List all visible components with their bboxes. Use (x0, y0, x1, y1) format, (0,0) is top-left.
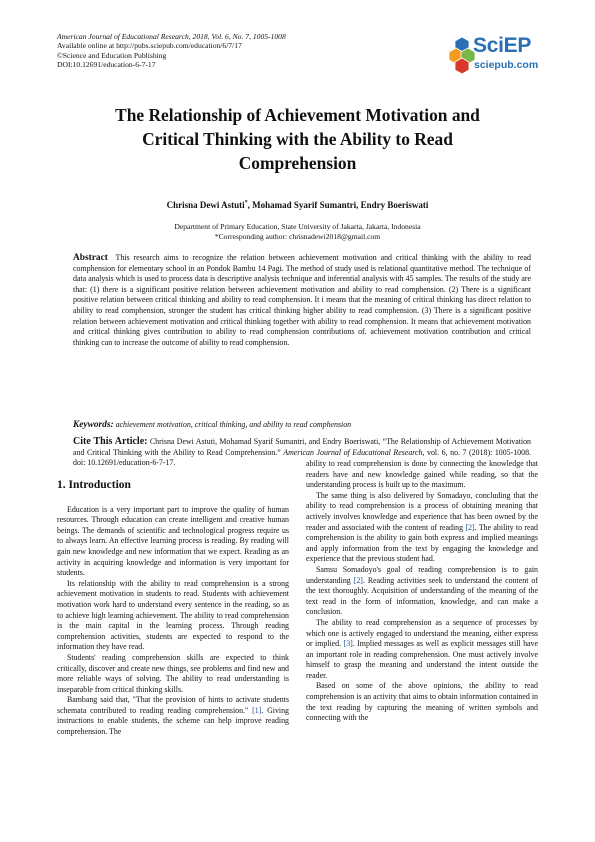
keywords-text: achievement motivation, critical thinking, and ability to read comphension (115, 420, 352, 429)
title-line: Comprehension (238, 153, 357, 173)
paragraph: Its relationship with the ability to read comprehension is a strong achievement motivation in students to read. Students with achievement motivation work hard to understand every sentence in the reading, so as to achieve high learning achievement. The ability to read comprehension is the main capital in the learning process. Through reading comprehension activities, students are expected to respond to the information they have read. (57, 578, 289, 652)
corresponding-mark: * (244, 200, 248, 206)
paragraph-text: The same thing is also delivered by Somadayo, concluding that the ability to read comprehension is a process of obtaining meaning that actively involves knowledge and experience that has been owned by the reader and associated with the content of reading (306, 490, 538, 532)
hexagon-cluster-icon (449, 36, 475, 74)
reference-link[interactable]: [2] (465, 522, 475, 532)
paragraph-text: The ability to read comprehension as a sequence of processes by which one is actively engaged to understand the meaning, either express or implied. (306, 617, 538, 649)
keywords-block (73, 420, 531, 430)
logo-brand-text: SciEP (473, 34, 532, 57)
cite-label: Cite This Article: (73, 436, 148, 447)
paragraph-text: . Reading activities seek to understand the content of the text thoroughly. Acquisition of understanding of the meaning of the text read in the form of information, knowledge, and can make a conclusion. (306, 575, 538, 617)
available-online-line[interactable]: Available online at http://pubs.sciepub.com/education/6/7/17 (57, 41, 242, 51)
paragraph-text: Bambang said that, "That the provision of hints to activate students schemata contributed to reading reading comprehension." (57, 695, 289, 715)
cite-journal: American Journal of Educational Research (283, 447, 423, 457)
title-line: Critical Thinking with the Ability to Read (142, 129, 453, 149)
journal-header (57, 32, 357, 70)
department-line: Department of Primary Education, State University of Jakarta, Jakarta, Indonesia (174, 222, 421, 231)
copyright-line: ©Science and Education Publishing (57, 50, 167, 60)
paper-title (60, 103, 535, 175)
paragraph (306, 491, 538, 565)
paragraph: Based on some of the above opinions, the ability to read comprehension is an activity that aims to obtain information contained in the text reading by capturing the meaning of written symbols and connecting with the (306, 681, 538, 723)
paragraph: ability to read comprehension is done by connecting the knowledge that readers have and new knowledge gained while reading, so that the understanding process is built up to the maximum. (306, 459, 538, 490)
paragraph-text: . Implied messages as well as explicit messages still have an important role in reading comprehension. One must actively involve himself to grasp the meaning and understand the intent outside the reader. (306, 639, 538, 680)
first-author: Chrisna Dewi Astuti (166, 200, 245, 210)
journal-citation-line: American Journal of Educational Research, 2018, Vol. 6, No. 7, 1005-1008 (57, 32, 286, 41)
logo-site-text: sciepub.com (474, 59, 539, 71)
paragraph (306, 565, 538, 618)
paragraph-text: Samsu Somadoyo's goal of reading comprehension is to gain understanding (306, 564, 538, 585)
affiliation-block (60, 222, 535, 242)
abstract-label: Abstract (73, 253, 108, 263)
section-title: 1. Introduction (57, 479, 131, 491)
keywords-label: Keywords: (73, 420, 114, 430)
paragraph (306, 618, 538, 682)
other-authors: , Mohamad Syarif Sumantri, Endry Boeriswati (247, 200, 429, 210)
title-line: The Relationship of Achievement Motivation and (115, 105, 480, 125)
left-column (57, 459, 289, 738)
author-list (60, 200, 535, 210)
paragraph (57, 695, 289, 737)
right-column (306, 459, 538, 724)
cite-text-before: Chrisna Dewi Astuti, Mohamad Syarif Sumantri, and Endry Boeriswati, “The Relationship of Achievement Motivation and Critical Thinking with the Ability to Read Comprehension.” (73, 437, 531, 457)
sciep-logo (449, 32, 539, 80)
hexagon-red (455, 58, 469, 74)
reference-link[interactable]: [3] (343, 639, 353, 649)
reference-link[interactable]: [2] (353, 575, 363, 585)
paragraph-text: . Giving instructions to enable students, the scheme can help improve reading comprehension. The (57, 705, 289, 737)
paragraph: Education is a very important part to improve the quality of human resources. Through education can create intelligent and creative human beings. The demands of scientific and technological progress require us to always learn. An effective learning process is reading. By reading will gain new knowledge and new information that we expect. Reading as an activity in acquiring knowledge and information is very important for students. (57, 504, 289, 578)
abstract-text: This research aims to recognize the relation between achievement motivation and critical thinking with the ability to read comphension for elementary school in an Pondok Bambu 14 Pagi. The method of study used is relational quantitative method. The technique of data analysis which is used to process data is descriptive analysis technique and inferential analysis with 45 samples. The results of the study are that: (1) there is a significant positive relation between achievement motivation and ability to read comphension. (2) There is a significant positive relation between critical thinking and ability to read comphension. It i means that the meaning of critical thinking has direct relation to ability to read comphension, stronger the student has critical thinking higher ability to read comphension. (3) There is a significant positive relation between achievement motivation and critical thinking together with ability to read comphension. It means that achievement motivation and critical thinking gives contribution to ability to read comphension contributions of. achievement motivation contribution and critical thinking can to increase the outcome of ability to read comphension. (73, 253, 531, 347)
doi-line: DOI:10.12691/education-6-7-17 (57, 60, 156, 70)
paragraph: Students' reading comprehension skills are expected to think critically, discover and create new things, see problems and find new and more reliable ways of solving. The ability to read understanding is inseparable from critical thinking skills. (57, 652, 289, 694)
corresponding-author-line: *Corresponding author: chrisnadewi2018@gmail.com (214, 232, 381, 242)
reference-link[interactable]: [1] (252, 705, 262, 715)
abstract-block (73, 253, 531, 348)
cite-text-after: , vol. 6, no. 7 (2018): 1005-1008. doi: 10.12691/education-6-7-17. (73, 447, 531, 468)
paragraph-text: . The ability to read comprehension is the ability to gain both express and implied meanings and apply information from the text by engaging the knowledge and experience that the previous student had. (306, 522, 538, 564)
